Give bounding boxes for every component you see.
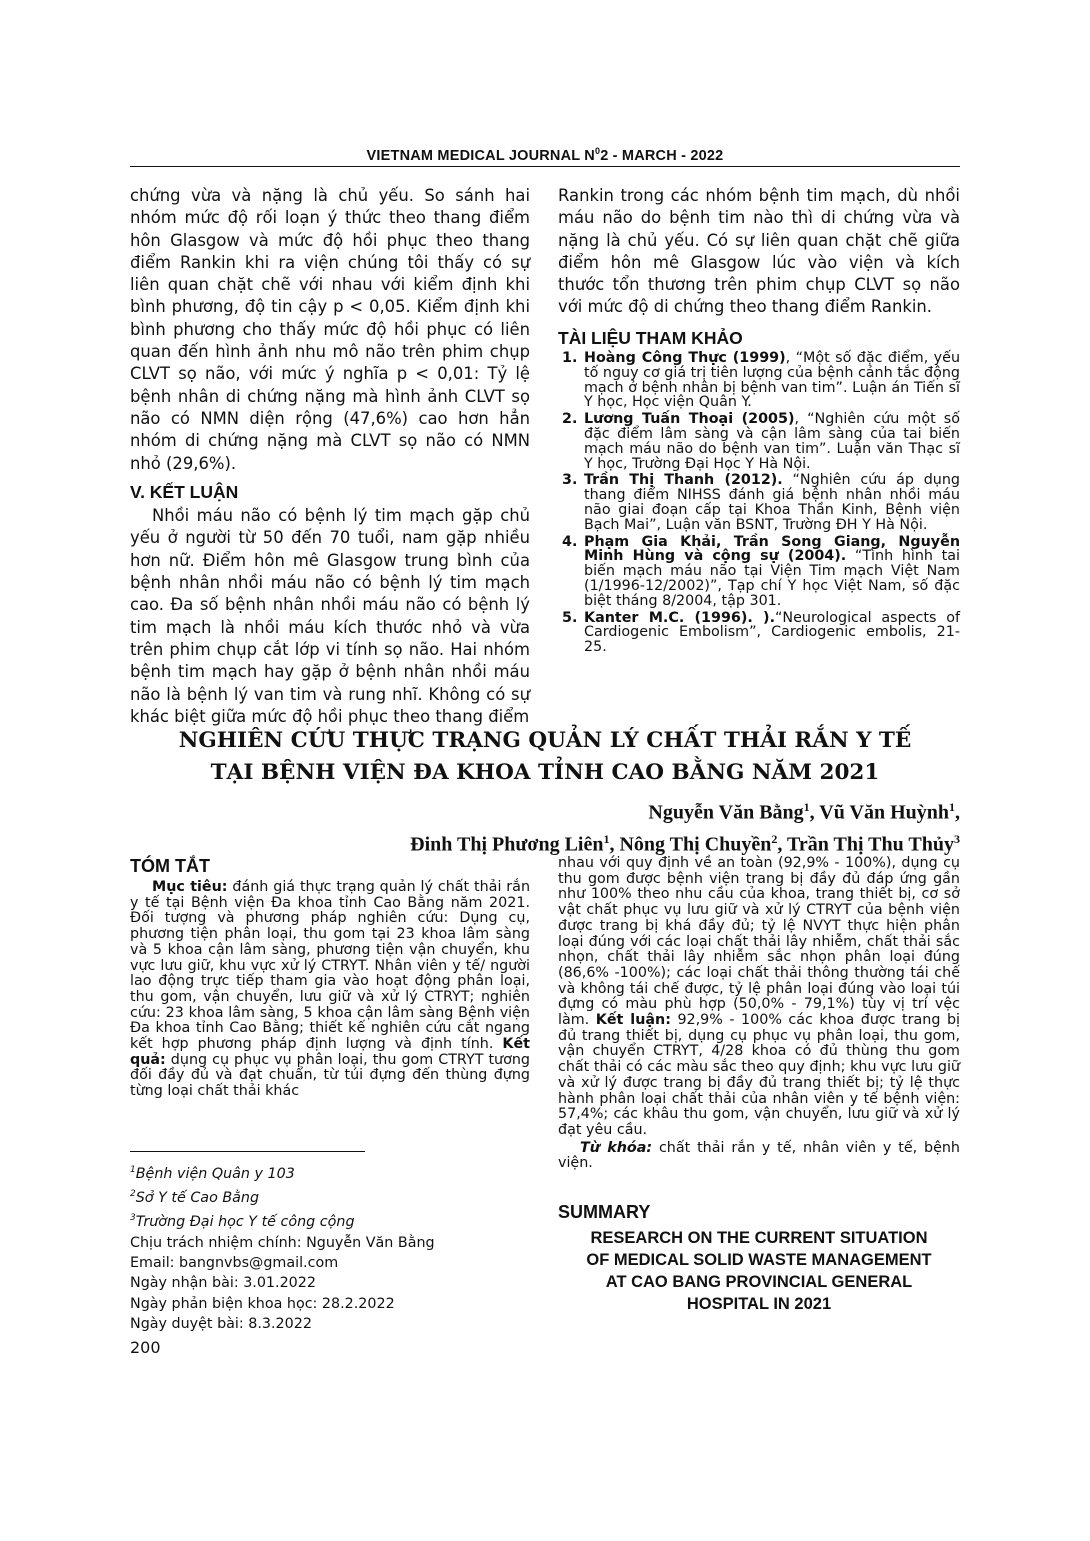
date-accepted: Ngày duyệt bài: 8.3.2022 [130,1316,312,1333]
right-paragraph-continuation: Rankin trong các nhóm bệnh tim mạch, dù nhồi máu não do bệnh tim nào thì di chứng vừa và nặng là chủ yếu. Có sự liên quan chặt chẽ giữa điểm hôn mê Glasgow lúc vào viện và kích thước tổn thương trên phim chụp CLVT sọ não với mức độ di chứng theo thang điểm Rankin. [558,186,960,317]
affiliation-3 [130,1208,530,1232]
author-affiliation-mark: 1 [603,831,610,846]
abstract-body-left [130,880,530,1100]
summary-title-line: RESEARCH ON THE CURRENT SITUATION [590,1229,928,1247]
reference-text: “Neurological aspects of Cardiogenic Embolism”, Cardiogenic embolis, 21-25. [584,609,960,656]
abstract-left-column [130,856,530,1100]
reference-number: 3. [562,472,578,489]
reference-author: Lương Tuấn Thoại (2005) [584,411,795,428]
author-list [130,794,960,857]
journal-title: VIETNAM MEDICAL JOURNAL N [366,147,595,164]
left-column-top [130,185,530,728]
affiliation-text: Sở Y tế Cao Bằng [135,1189,260,1206]
author-name: Nông Thị Chuyền [619,833,772,856]
contact-email: Email: bangnvbs@gmail.com [130,1254,339,1271]
affiliation-mark: 1 [130,1165,136,1175]
summary-heading: SUMMARY [558,1202,651,1222]
author-name: Nguyễn Văn Bằng [648,801,804,824]
affiliation-1 [130,1160,530,1184]
article-title [130,725,960,789]
section-heading-conclusion: V. KẾT LUẬN [130,481,239,502]
reference-author: Trần Thị Thanh (2012). [584,472,783,489]
objective-text: đánh giá thực trạng quản lý chất thải rắn y tế tại Bệnh viện Đa khoa tỉnh Cao Bằng năm 2021. Đối tượng và phương pháp nghiên cứu: Dụng cụ, phương tiện phân loại, thu gom tại 23 khoa lâm sàng và 5 khoa cận lâm sàng, phương tiện vận chuyển, khu vực lưu giữ, khu vực xử lý CTRYT. Nhân viên y tế/ người lao động trực tiếp tham gia vào hoạt động phân loại, thu gom, vận chuyển, lưu giữ và xử lý CTRYT; nghiên cứu: 23 khoa lâm sàng, 5 khoa cận lâm sàng Bệnh viện Đa khoa tỉnh Cao Bằng; thiết kế nghiên cứu cắt ngang kết hợp phương pháp định lượng và định tính. [130,879,531,1053]
author-separator: , [777,833,788,856]
left-paragraph-continuation: chứng vừa và nặng là chủ yếu. So sánh hai nhóm mức độ rối loạn ý thức theo thang điểm hôn Glasgow và mức độ hồi phục theo thang điểm Rankin khi ra viện chúng tôi thấy có sự liên quan chặt chẽ với nhau với kiểm định khi bình phương, độ tin cậy p < 0,05. Kiểm định khi bình phương cho thấy mức độ hồi phục có liên quan đến hình ảnh nhu mô não trên phim chụp CLVT sọ não, với mức ý nghĩa p < 0,01: Tỷ lệ bệnh nhân di chứng nặng mà hình ảnh CLVT sọ não có NMN diện rộng (47,6%) cao hơn hẳn nhóm di chứng nặng mà CLVT sọ não có NMN nhỏ (29,6%). [130,186,530,473]
article-title-line: TẠI BỆNH VIỆN ĐA KHOA TỈNH CAO BẰNG NĂM 2021 [210,760,880,785]
reference-text: , “Nghiên cứu một số đặc điểm lâm sàng và cận lâm sàng của tai biến mạch máu não do bệnh van tim”. Luận văn Thạc sĩ Y học, Trường Đại Học Y Hà Nội. [584,411,960,472]
summary-title-line: HOSPITAL IN 2021 [686,1295,832,1313]
footnotes [130,1160,530,1335]
header-rule [130,166,960,167]
affiliation-mark: 3 [130,1213,136,1224]
page-number: 200 [130,1338,161,1357]
reference-item [558,535,960,609]
abstract-heading: TÓM TẮT [130,856,210,876]
reference-author: Hoàng Công Thực (1999) [584,350,786,367]
reference-number: 4. [562,533,578,550]
reference-number: 2. [562,411,578,428]
author-line [130,826,960,858]
objective-label: Mục tiêu: [152,879,228,895]
reference-number: 1. [562,350,578,367]
journal-header [130,146,960,164]
footnote-rule [130,1151,365,1152]
author-name: Vũ Văn Huỳnh [819,801,949,824]
results-text-left: dụng cụ phục vụ phân loại, thu gom CTRYT tương đối đầy đủ và đạt chuẩn, từ túi đựng đến thùng đựng từng loại chất thải khác [130,1051,530,1100]
conclusion-text: 92,9% - 100% các khoa được trang bị đủ trang thiết bị, dụng cụ phục vụ phân loại, thu gom, vận chuyển CTRYT, 4/28 khoa có đủ thùng thu gom chất thải có các màu sắc theo quy định; khu vực lưu giữ và xử lý được trang bị đầy đủ trang thiết bị; tỷ lệ thực hành phân loại chất thải của nhân viên y tế bệnh viện: 57,4%; các khâu thu gom, vận chuyển, lưu giữ và xử lý đạt yêu cầu. [558,1012,961,1138]
author-name: Đinh Thị Phương Liên [410,833,604,856]
affiliation-text: Trường Đại học Y tế công cộng [135,1214,355,1231]
affiliation-text: Bệnh viện Quân y 103 [135,1165,295,1182]
reference-item [558,611,960,655]
reference-item [558,412,960,471]
results-text-right: nhau với quy định về an toàn (92,9% - 100%), dụng cụ thu gom được bệnh viện trang bị đầy đủ đáp ứng gần như 100% theo nhu cầu của khoa, trang thiết bị, cơ sở vật chất phục vụ lưu giữ và xử lý CTRYT của bệnh viện được trang bị khá đầy đủ; tỷ lệ NVYT thực hiện phân loại đúng với các loại chất thải lây nhiễm, chất thải sắc nhọn, chất thải lây nhiễm sắc nhọn phân loại đúng (86,6% -100%); các loại chất thải thông thường tái chế và không tái chế được, tỷ lệ phân loại đúng vào loại túi đựng có màu phù hợp (50,0% - 79,1%) tùy vị trí vệc làm. [558,855,960,1029]
summary-title-line: AT CAO BANG PROVINCIAL GENERAL [605,1273,913,1291]
reference-author: Kanter M.C. (1996). ). [584,609,775,626]
reference-author: Phạm Gia Khải, Trần Song Giang, Nguyễn Minh Hùng và cộng sự (2004). [584,533,960,565]
conclusion-label: Kết luận: [595,1012,671,1029]
reference-number: 5. [562,609,578,626]
affiliation-mark: 2 [130,1189,136,1200]
author-line [130,794,960,826]
author-affiliation-mark: 2 [771,831,778,846]
keywords-text: chất thải rắn y tế, nhân viên y tế, bệnh viện. [558,1139,960,1172]
affiliation-2 [130,1184,530,1208]
abstract-right-column [558,856,960,1172]
article-title-line: NGHIÊN CỨU THỰC TRẠNG QUẢN LÝ CHẤT THẢI RẮN Y TẾ [178,728,912,753]
responsible-author: Chịu trách nhiệm chính: Nguyễn Văn Bằng [130,1234,435,1251]
keywords-label: Từ khóa: [580,1139,653,1156]
issue-info: 2 - MARCH - 2022 [600,147,724,164]
reference-text: “Tình hình tai biến mạch máu não tại Viện Tim mạch Việt Nam (1/1996-12/2002)”, Tạp chí Y học Việt Nam, số đặc biệt tháng 8/2004, tập 301. [584,548,960,609]
reference-item [558,473,960,532]
author-affiliation-mark: 1 [803,800,810,814]
reference-item [558,351,960,410]
author-name: Trần Thị Thu Thủy [787,833,954,856]
author-separator: , [809,801,820,824]
references-heading: TÀI LIỆU THAM KHẢO [558,327,743,348]
summary-title [558,1227,960,1315]
author-affiliation-mark: 3 [954,831,960,846]
summary-title-line: OF MEDICAL SOLID WASTE MANAGEMENT [586,1251,932,1269]
date-reviewed: Ngày phản biện khoa học: 28.2.2022 [130,1295,395,1312]
reference-text: , “Một số đặc điểm, yếu tố nguy cơ giá trị tiên lượng của bệnh cảnh tắc động mạch ở bệnh nhân bị bệnh van tim”. Luận án Tiến sĩ Y học, Học viện Quân Y. [584,350,961,411]
reference-text: “Nghiên cứu áp dụng thang điểm NIHSS đánh giá bệnh nhân nhồi máu não giai đoạn cấp tại Khoa Thần Kinh, Bệnh viện Bạch Mai”, Luận văn BSNT, Trường ĐH Y Hà Nội. [584,472,961,533]
conclusion-paragraph: Nhồi máu não có bệnh lý tim mạch gặp chủ yếu ở người từ 50 đến 70 tuổi, nam gặp nhiều hơn nữ. Điểm hôn mê Glasgow trung bình của bệnh nhân nhồi máu não có bệnh lý tim mạch cao. Đa số bệnh nhân nhồi máu não có bệnh lý tim mạch là nhồi máu kích thước nhỏ và vừa trên phim chụp cắt lớp vi tính sọ não. Hai nhóm bệnh tim mạch hay gặp ở bệnh nhân nhồi máu não là bệnh lý van tim và rung nhĩ. Không có sự khác biệt giữa mức độ hồi phục theo thang điểm [130,506,530,726]
date-received: Ngày nhận bài: 3.01.2022 [130,1275,316,1292]
issue-superscript: 0 [594,146,601,156]
reference-list [558,351,960,655]
author-separator: , [609,833,620,856]
results-label: Kết quả: [130,1036,530,1068]
author-separator: , [955,801,960,824]
author-affiliation-mark: 1 [949,800,955,814]
right-column-top [558,185,960,657]
